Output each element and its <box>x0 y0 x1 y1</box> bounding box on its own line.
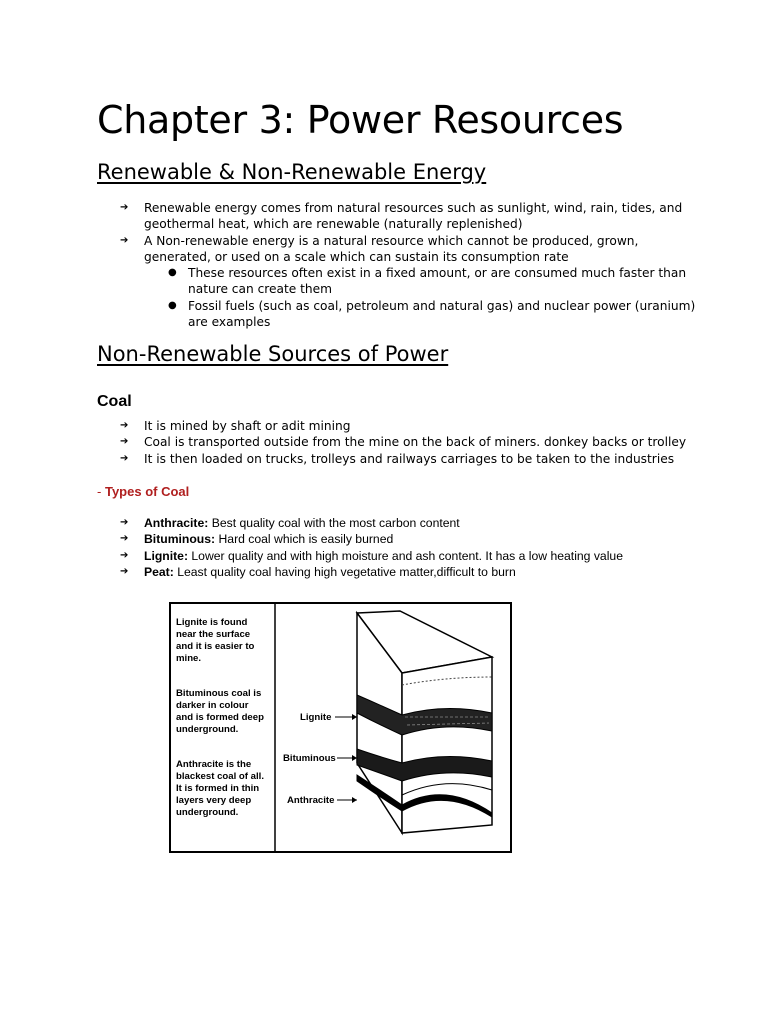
list-item <box>120 418 720 434</box>
list-item <box>120 564 740 580</box>
sub-list-item <box>144 265 700 298</box>
sub-list-item-text: Fossil fuels (such as coal, petroleum and natural gas) and nuclear power (uranium) are examples <box>188 298 696 330</box>
coal-type-name: Anthracite: <box>144 516 209 530</box>
coal-type-desc: Best quality coal with the most carbon content <box>211 516 460 530</box>
arrowhead-icon <box>352 797 357 803</box>
note-anthracite <box>176 759 264 818</box>
note-line: Lignite is found <box>176 617 248 628</box>
arrow-bullet-icon: ➔ <box>120 565 129 577</box>
arrow-bullet-icon: ➔ <box>120 436 129 448</box>
note-lignite <box>176 617 255 664</box>
note-line: near the surface <box>176 629 251 640</box>
label-anthracite: Anthracite <box>287 795 335 806</box>
list-item-text: It is then loaded on trucks, trolleys and railways carriages to be taken to the industries <box>144 451 675 466</box>
section-heading-renewable: Renewable & Non-Renewable Energy <box>97 160 487 184</box>
coal-list <box>120 418 720 467</box>
arrow-bullet-icon: ➔ <box>120 420 129 431</box>
coal-layers-svg <box>145 585 525 877</box>
note-line: Bituminous coal is <box>176 688 262 699</box>
note-line: It is formed in thin <box>176 783 260 794</box>
coal-types-list <box>120 515 740 580</box>
coal-type-name: Lignite: <box>144 548 189 563</box>
list-item-text: Renewable energy comes from natural resources such as sunlight, wind, rain, tides, and geothermal heat, which are renewable (naturally replenished) <box>144 201 683 232</box>
note-line: mine. <box>176 653 202 664</box>
section-heading-nonrenewable: Non-Renewable Sources of Power <box>97 342 449 366</box>
sub-list <box>144 265 700 330</box>
coal-heading: Coal <box>97 393 132 410</box>
chapter-title: Chapter 3: Power Resources <box>97 98 624 142</box>
dot-bullet-icon: ● <box>168 299 177 311</box>
list-item <box>120 451 720 467</box>
coal-type-name: Bituminous: <box>144 532 216 547</box>
dot-bullet-icon: ● <box>168 267 177 279</box>
list-item <box>120 548 740 564</box>
note-line: underground. <box>176 724 239 735</box>
coal-type-desc: Least quality coal having high vegetative matter,difficult to burn <box>177 564 516 579</box>
coal-type-name: Peat: <box>144 564 174 579</box>
note-line: underground. <box>176 807 239 818</box>
types-of-coal-heading <box>97 484 189 499</box>
list-item-text: It is mined by shaft or adit mining <box>144 419 351 433</box>
note-line: Anthracite is the <box>176 759 252 770</box>
note-bituminous <box>176 688 264 735</box>
coal-type-desc: Hard coal which is easily burned <box>218 532 394 547</box>
list-item <box>120 531 740 547</box>
arrow-bullet-icon: ➔ <box>120 517 129 528</box>
types-heading-text: Types of Coal <box>104 484 190 499</box>
arrow-bullet-icon: ➔ <box>120 549 129 561</box>
list-item <box>120 200 700 233</box>
list-item <box>120 434 720 450</box>
note-line: and is formed deep <box>176 712 264 723</box>
coal-type-desc: Lower quality and with high moisture and ash content. It has a low heating value <box>191 548 623 563</box>
arrow-bullet-icon: ➔ <box>120 533 129 545</box>
list-item-text: A Non-renewable energy is a natural resource which cannot be produced, grown, generated, or used on a scale which can sustain its consumption rate <box>144 233 639 264</box>
label-lignite: Lignite <box>300 712 332 723</box>
renewable-list <box>120 200 700 330</box>
sub-list-item <box>144 298 700 331</box>
note-line: and it is easier to <box>176 641 255 652</box>
note-line: blackest coal of all. <box>176 771 264 782</box>
heading-dash: - <box>97 484 102 499</box>
arrow-bullet-icon: ➔ <box>120 202 129 213</box>
note-line: darker in colour <box>176 700 249 711</box>
label-bituminous: Bituminous <box>283 753 336 764</box>
list-item <box>120 515 740 531</box>
coal-layers-diagram <box>145 585 525 877</box>
list-item-text: Coal is transported outside from the mine on the back of miners. donkey backs or trolley <box>144 435 687 450</box>
note-line: layers very deep <box>176 795 252 806</box>
list-item <box>120 233 700 331</box>
rock-block <box>357 611 492 833</box>
arrow-bullet-icon: ➔ <box>120 234 129 246</box>
arrow-bullet-icon: ➔ <box>120 452 129 464</box>
sub-list-item-text: These resources often exist in a fixed amount, or are consumed much faster than nature can create them <box>188 266 687 297</box>
